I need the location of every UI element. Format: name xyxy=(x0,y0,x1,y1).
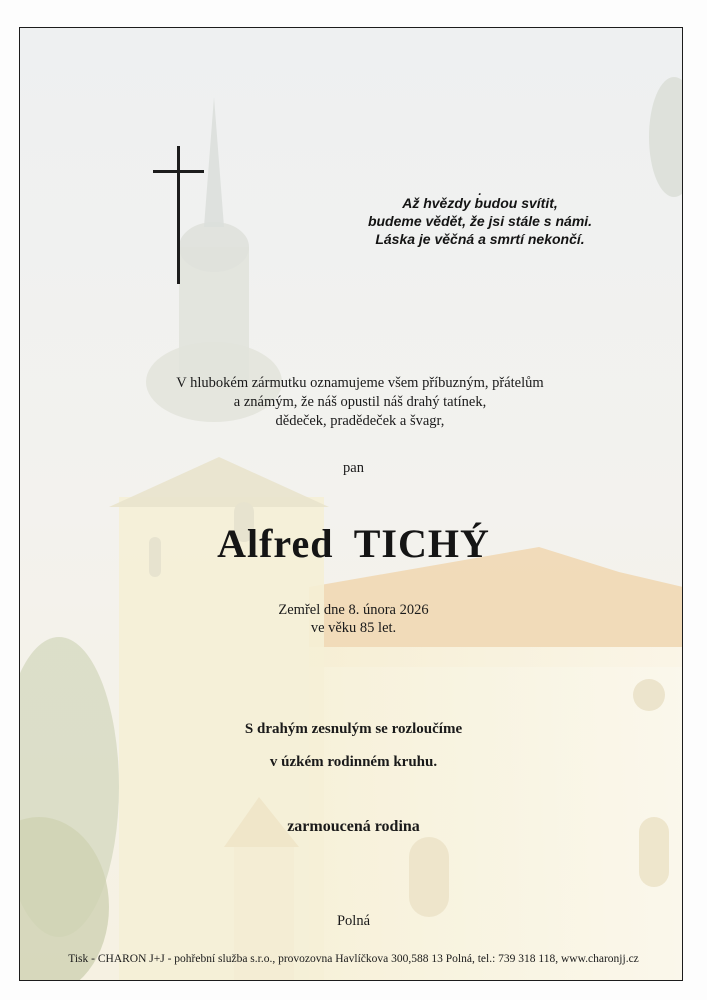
announcement-line-2: a známým, že náš opustil náš drahý tatínek, xyxy=(233,394,487,410)
verse-line-2: budeme vědět, že jsi stále s námi. xyxy=(367,213,593,229)
farewell-line-2: v úzkém rodinném kruhu. xyxy=(269,754,438,770)
printer-footer: Tisk - CHARON J+J - pohřební služba s.r.o., provozovna Havlíčkova 300,588 13 Polná, tel.: 739 318 118, www.charonjj.cz xyxy=(68,953,639,965)
page-border xyxy=(19,27,683,981)
verse-dot: . xyxy=(478,184,482,198)
signature: zarmoucená rodina xyxy=(287,818,420,835)
announcement-line-3: dědeček, pradědeček a švagr, xyxy=(275,413,445,429)
death-details xyxy=(0,601,707,637)
deceased-name: Alfred TICHÝ xyxy=(217,521,490,566)
cross-vertical-bar xyxy=(177,146,180,284)
honorific: pan xyxy=(343,460,364,476)
memorial-verse xyxy=(330,184,630,248)
verse-line-1: Až hvězdy budou svítit, xyxy=(402,195,558,211)
announcement-line-1: V hlubokém zármutku oznamujeme všem příbuzným, přátelům xyxy=(176,375,544,391)
death-age: ve věku 85 let. xyxy=(310,620,397,636)
verse-line-3: Láska je věčná a smrtí nekončí. xyxy=(375,231,585,247)
farewell-line-1: S drahým zesnulým se rozloučíme xyxy=(244,721,463,737)
place-name: Polná xyxy=(336,913,371,929)
announcement-text xyxy=(140,374,580,431)
death-date: Zemřel dne 8. února 2026 xyxy=(278,602,429,618)
cross-horizontal-bar xyxy=(153,170,204,173)
